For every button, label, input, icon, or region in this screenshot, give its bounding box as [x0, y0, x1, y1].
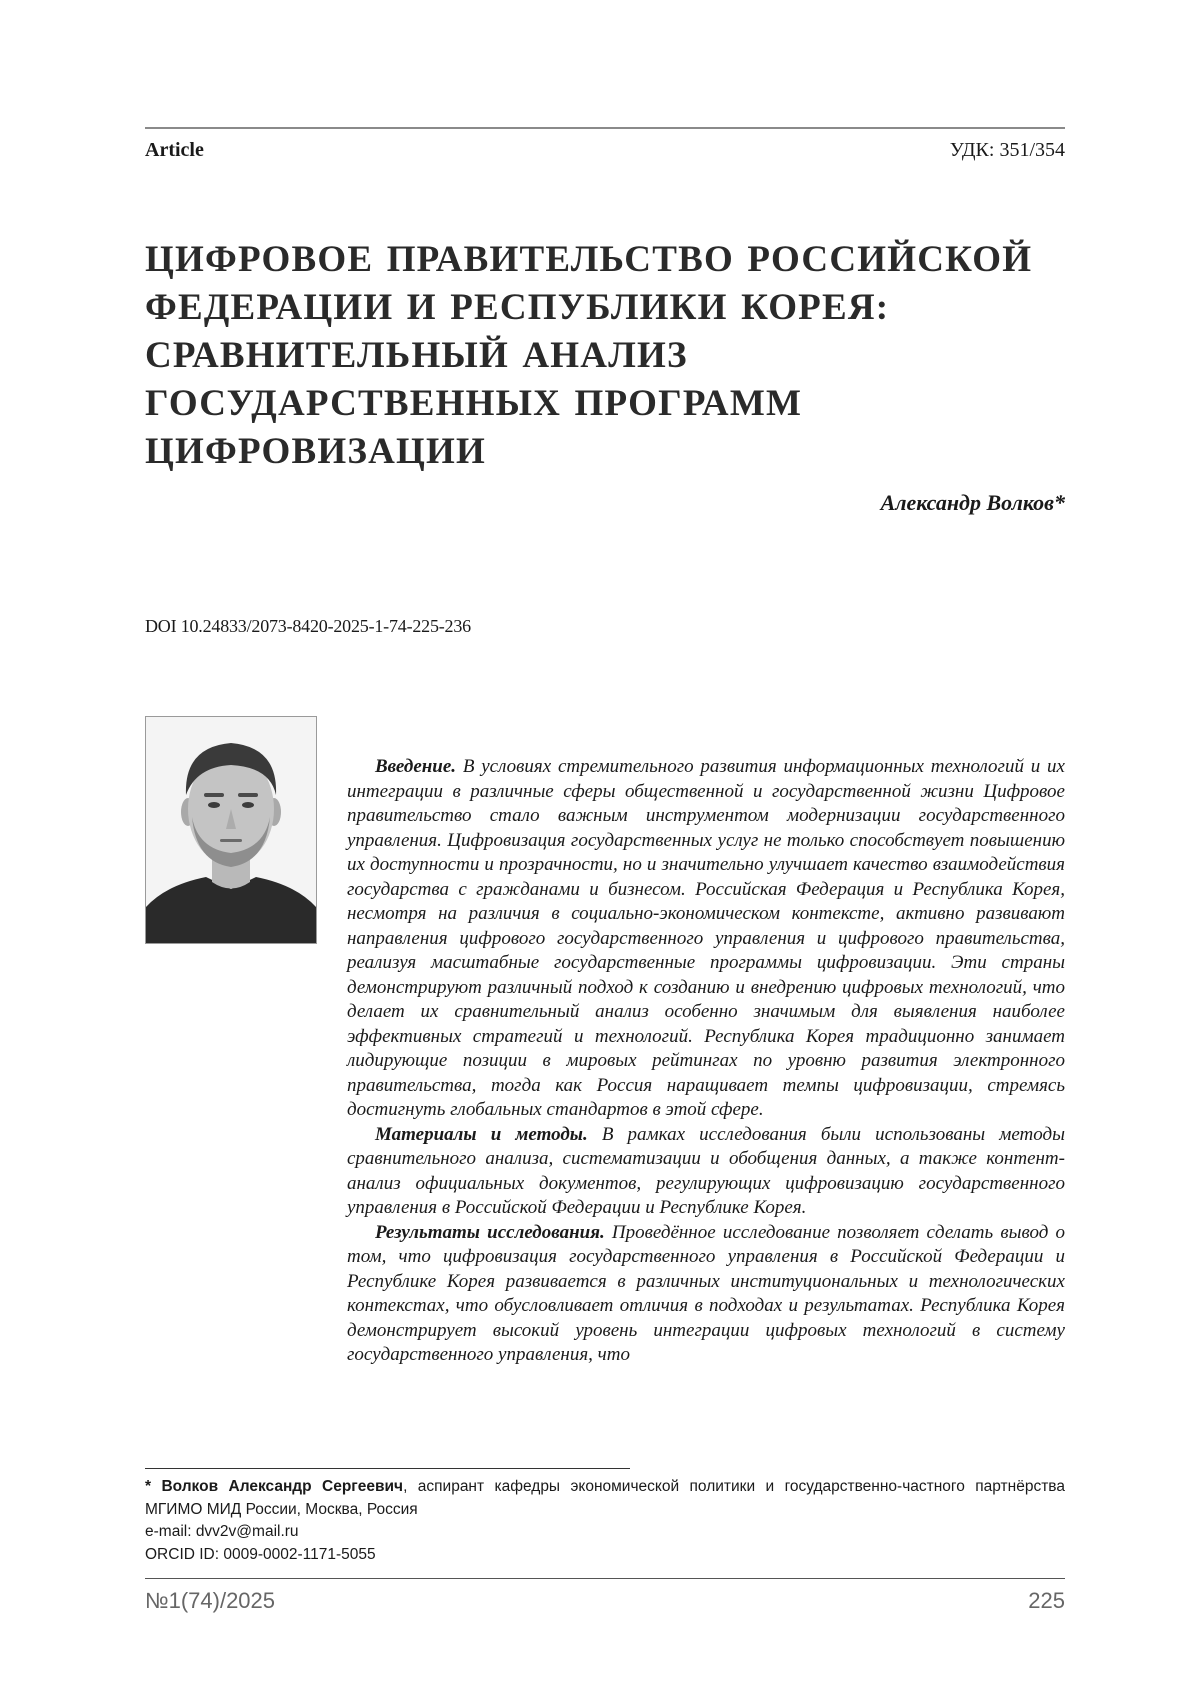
title-line: СРАВНИТЕЛЬНЫЙ АНАЛИЗ — [145, 335, 688, 376]
abstract-results — [347, 1221, 1065, 1368]
footnote-rule — [145, 1468, 630, 1469]
title-line: ГОСУДАРСТВЕННЫХ ПРОГРАММ — [145, 383, 803, 424]
results-heading: Результаты исследования. — [375, 1221, 605, 1243]
footnote-author-name: Волков Александр Сергеевич — [161, 1478, 404, 1495]
abstract — [347, 755, 1065, 1368]
title-line: ФЕДЕРАЦИИ И РЕСПУБЛИКИ КОРЕЯ: — [145, 287, 890, 328]
journal-issue: №1(74)/2025 — [145, 1588, 276, 1613]
methods-heading: Материалы и методы. — [375, 1123, 588, 1145]
abstract-methods — [347, 1123, 1065, 1221]
title-line: ЦИФРОВИЗАЦИИ — [145, 431, 486, 472]
abstract-introduction — [347, 755, 1065, 1123]
article-title — [145, 236, 1045, 476]
footnote-affiliation-line — [145, 1476, 1065, 1521]
title-line: ЦИФРОВОЕ ПРАВИТЕЛЬСТВО РОССИЙСКОЙ — [145, 239, 1033, 280]
author-footnote — [145, 1476, 1065, 1566]
footnote-marker: * — [145, 1478, 162, 1495]
header-rule — [145, 127, 1065, 129]
author-name: Александр Волков* — [880, 490, 1065, 515]
footnote-affiliation: , аспирант кафедры экономической политики и государственно-частного партнёрства МГИМО МИД России, Москва, Россия — [145, 1478, 1065, 1518]
page-number: 225 — [1028, 1588, 1065, 1613]
methods-text: В рамках исследования были использованы методы сравнительного анализа, систематизации и обобщения данных, а также контент-анализ официальных документов, регулирующих цифровизацию государственного управления в Российской Федерации и Республике Корея. — [347, 1123, 1065, 1218]
introduction-text: В условиях стремительного развития информационных технологий и их интеграции в различные сферы общественной и государственной жизни Цифровое правительство стало важным инструментом модернизации государственного управления. Цифровизация государственных услуг не только способствует повышению их доступности и прозрачности, но и значительно улучшает качество взаимодействия государства с гражданами и бизнесом. Российская Федерация и Республика Корея, несмотря на различия в социально-экономическом контексте, активно развивают направления цифрового государственного управления и цифрового правительства, реализуя масштабные государственные программы цифровизации. Эти страны демонстрируют различный подход к созданию и внедрению цифровых технологий, что делает их сравнительный анализ особенно значимым для выявления наиболее эффективных стратегий и технологий. Республика Корея традиционно занимает лидирующие позиции в мировых рейтингах по уровню развития электронного правительства, тогда как Россия наращивает темпы цифровизации, стремясь достигнуть глобальных стандартов в этой сфере. — [347, 756, 1065, 1120]
footer-rule — [145, 1578, 1065, 1579]
author-photo — [145, 716, 317, 944]
doi: DOI 10.24833/2073-8420-2025-1-74-225-236 — [145, 616, 471, 636]
author-orcid: ORCID ID: 0009-0002-1171-5055 — [145, 1545, 376, 1563]
udk-code: УДК: 351/354 — [949, 139, 1065, 161]
article-type-label: Article — [145, 139, 204, 161]
introduction-heading: Введение. — [375, 756, 457, 777]
author-email: e-mail: dvv2v@mail.ru — [145, 1523, 299, 1540]
results-text: Проведённое исследование позволяет сделать вывод о том, что цифровизация государственного управления в Российской Федерации и Республике Корея развивается в различных институциональных и технологических контекстах, что обусловливает отличия в подходах и результатах. Республика Корея демонстрирует высокий уровень интеграции цифровых технологий в систему государственного управления, что — [347, 1221, 1065, 1365]
